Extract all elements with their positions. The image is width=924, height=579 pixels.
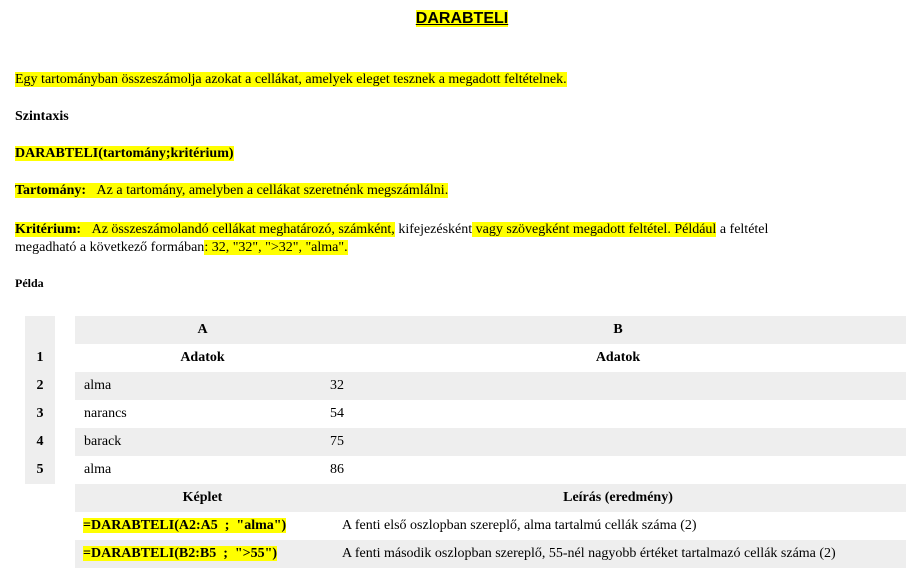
row-number: 3 xyxy=(25,400,55,428)
description: Egy tartományban összeszámolja azokat a cellákat, amelyek eleget tesznek a megadott feltételnek. xyxy=(15,72,567,87)
row-number: 2 xyxy=(25,372,55,400)
column-header-a: A xyxy=(75,316,330,344)
syntax-heading: Szintaxis xyxy=(15,109,69,124)
range-text: Az a tartomány, amelyben a cellákat szeretnénk megszámlálni. xyxy=(96,183,449,198)
formula-header-row xyxy=(25,484,906,512)
criteria-definition: Kritérium: Az összeszámolandó cellákat meghatározó, számként, kifejezésként vagy szövegként megadott feltétel. Például a feltétel megadható a következő formában: 32, "32", ">32", "alma". xyxy=(15,222,769,255)
column-header-row xyxy=(25,316,906,344)
cell-b: 75 xyxy=(330,428,906,456)
table-row xyxy=(25,456,906,484)
cell-b: 86 xyxy=(330,462,344,477)
cell-a: alma xyxy=(84,462,112,477)
row-number: 4 xyxy=(25,428,55,456)
row-number: 5 xyxy=(25,456,55,484)
table-row xyxy=(25,344,906,372)
cell-a: narancs xyxy=(84,406,127,421)
column-header-b: B xyxy=(330,316,906,344)
formula-row xyxy=(25,512,906,540)
example-table xyxy=(25,316,906,568)
cell-b: 54 xyxy=(330,406,344,421)
syntax-line: DARABTELI(tartomány;kritérium) xyxy=(15,146,234,161)
row-number: 1 xyxy=(25,344,55,372)
cell-a: barack xyxy=(75,428,330,456)
table-row xyxy=(25,372,906,400)
range-definition xyxy=(15,183,448,199)
range-label: Tartomány: xyxy=(15,183,87,198)
description-header: Leírás (eredmény) xyxy=(330,484,906,512)
formula-row xyxy=(25,540,906,568)
formula-cell: =DARABTELI(B2:B5 ; ">55") xyxy=(75,540,330,568)
formula-description: A fenti második oszlopban szereplő, 55-nél nagyobb értéket tartalmazó cellák száma (2) xyxy=(330,540,906,568)
criteria-label: Kritérium: xyxy=(15,222,82,237)
table-row xyxy=(25,428,906,456)
table-row xyxy=(25,400,906,428)
example-heading: Példa xyxy=(15,276,44,290)
formula-header: Képlet xyxy=(75,484,330,512)
cell-a: Adatok xyxy=(75,344,330,372)
cell-a: alma xyxy=(75,372,330,400)
cell-b: 32 xyxy=(330,372,906,400)
formula-description: A fenti első oszlopban szereplő, alma tartalmú cellák száma (2) xyxy=(342,518,697,533)
cell-b: Adatok xyxy=(330,344,906,372)
page-title: DARABTELI xyxy=(415,10,509,27)
formula-cell: =DARABTELI(A2:A5 ; "alma") xyxy=(83,518,287,533)
